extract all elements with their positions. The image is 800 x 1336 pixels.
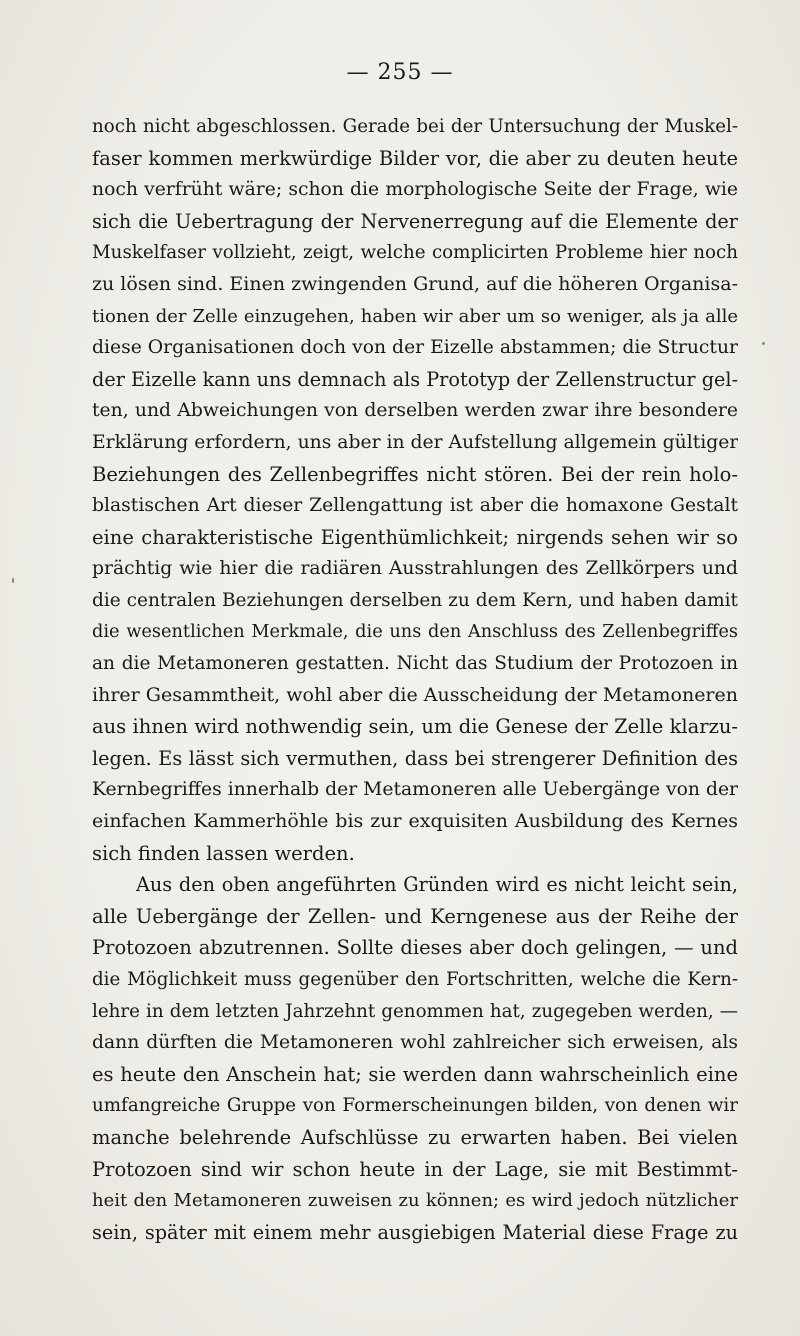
text-line: Protozoen sind wir schon heute in der Lage, sie mit Bestimmt- — [92, 1157, 738, 1181]
text-line: Beziehungen des Zellenbegriffes nicht stören. Bei der rein holo- — [92, 462, 738, 486]
text-line: alle Uebergänge der Zellen- und Kerngenese aus der Reihe der — [92, 904, 738, 928]
text-line: noch verfrüht wäre; schon die morphologische Seite der Frage, wie — [92, 179, 738, 201]
text-line: sich die Uebertragung der Nervenerregung auf die Elemente der — [92, 209, 738, 233]
text-line: ihrer Gesammtheit, wohl aber die Ausscheidung der Metamoneren — [92, 683, 738, 706]
text-line: die centralen Beziehungen derselben zu dem Kern, und haben damit — [92, 589, 738, 611]
text-line: sich finden lassen werden. — [92, 841, 355, 865]
body-text — [92, 111, 738, 1248]
text-line: lehre in dem letzten Jahrzehnt genommen hat, zugegeben werden, — — [92, 1000, 738, 1022]
text-line: an die Metamoneren gestatten. Nicht das Studium der Protozoen in — [92, 653, 738, 675]
text-line: blastischen Art dieser Zellengattung ist aber die homaxone Gestalt — [92, 495, 738, 517]
text-line: Kernbegriffes innerhalb der Metamoneren alle Uebergänge von der — [92, 779, 738, 801]
ink-speck — [762, 342, 765, 345]
page-number: — 255 — — [346, 60, 454, 85]
text-line: eine charakteristische Eigenthümlichkeit; nirgends sehen wir so — [92, 525, 738, 549]
text-line: umfangreiche Gruppe von Formerscheinungen bilden, von denen wir — [92, 1095, 738, 1117]
text-line: faser kommen merkwürdige Bilder vor, die aber zu deuten heute — [92, 146, 738, 170]
text-line: Protozoen abzutrennen. Sollte dieses aber doch gelingen, — und — [92, 936, 738, 960]
text-line: ten, und Abweichungen von derselben werden zwar ihre besondere — [92, 400, 738, 422]
text-line: es heute den Anschein hat; sie werden dann wahrscheinlich eine — [92, 1062, 738, 1086]
text-line: sein, später mit einem mehr ausgiebigen Material diese Frage zu — [92, 1220, 738, 1244]
text-line: der Eizelle kann uns demnach als Prototyp der Zellenstructur gel- — [92, 367, 738, 391]
text-line: Erklärung erfordern, uns aber in der Aufstellung allgemein gültiger — [92, 431, 738, 453]
text-line: aus ihnen wird nothwendig sein, um die Genese der Zelle klarzu- — [92, 715, 738, 739]
text-line: dann dürften die Metamoneren wohl zahlreicher sich erweisen, als — [92, 1032, 738, 1054]
text-line: einfachen Kammerhöhle bis zur exquisiten Ausbildung des Kernes — [92, 810, 738, 833]
text-line: die wesentlichen Merkmale, die uns den Anschluss des Zellenbegriffes — [92, 621, 738, 642]
text-line: prächtig wie hier die radiären Ausstrahlungen des Zellkörpers und — [92, 558, 738, 580]
text-line: noch nicht abgeschlossen. Gerade bei der Untersuchung der Muskel- — [92, 116, 738, 137]
text-line: zu lösen sind. Einen zwingenden Grund, auf die höheren Organisa- — [92, 272, 738, 295]
text-line: heit den Metamoneren zuweisen zu können; es wird jedoch nützlicher — [92, 1190, 738, 1212]
text-line: Aus den oben angeführten Gründen wird es nicht leicht sein, — [136, 873, 738, 897]
paragraph-2 — [92, 869, 738, 1248]
ink-speck — [12, 578, 14, 583]
paragraph-1 — [92, 111, 738, 869]
text-line: tionen der Zelle einzugehen, haben wir aber um so weniger, als ja alle — [92, 305, 738, 327]
text-line: manche belehrende Aufschlüsse zu erwarten haben. Bei vielen — [92, 1126, 738, 1149]
text-line: legen. Es lässt sich vermuthen, dass bei strengerer Definition des — [92, 746, 738, 770]
text-line: die Möglichkeit muss gegenüber den Fortschritten, welche die Kern- — [92, 969, 738, 991]
text-line: diese Organisationen doch von der Eizelle abstammen; die Structur — [92, 337, 738, 359]
text-line: Muskelfaser vollzieht, zeigt, welche complicirten Probleme hier noch — [92, 242, 738, 264]
